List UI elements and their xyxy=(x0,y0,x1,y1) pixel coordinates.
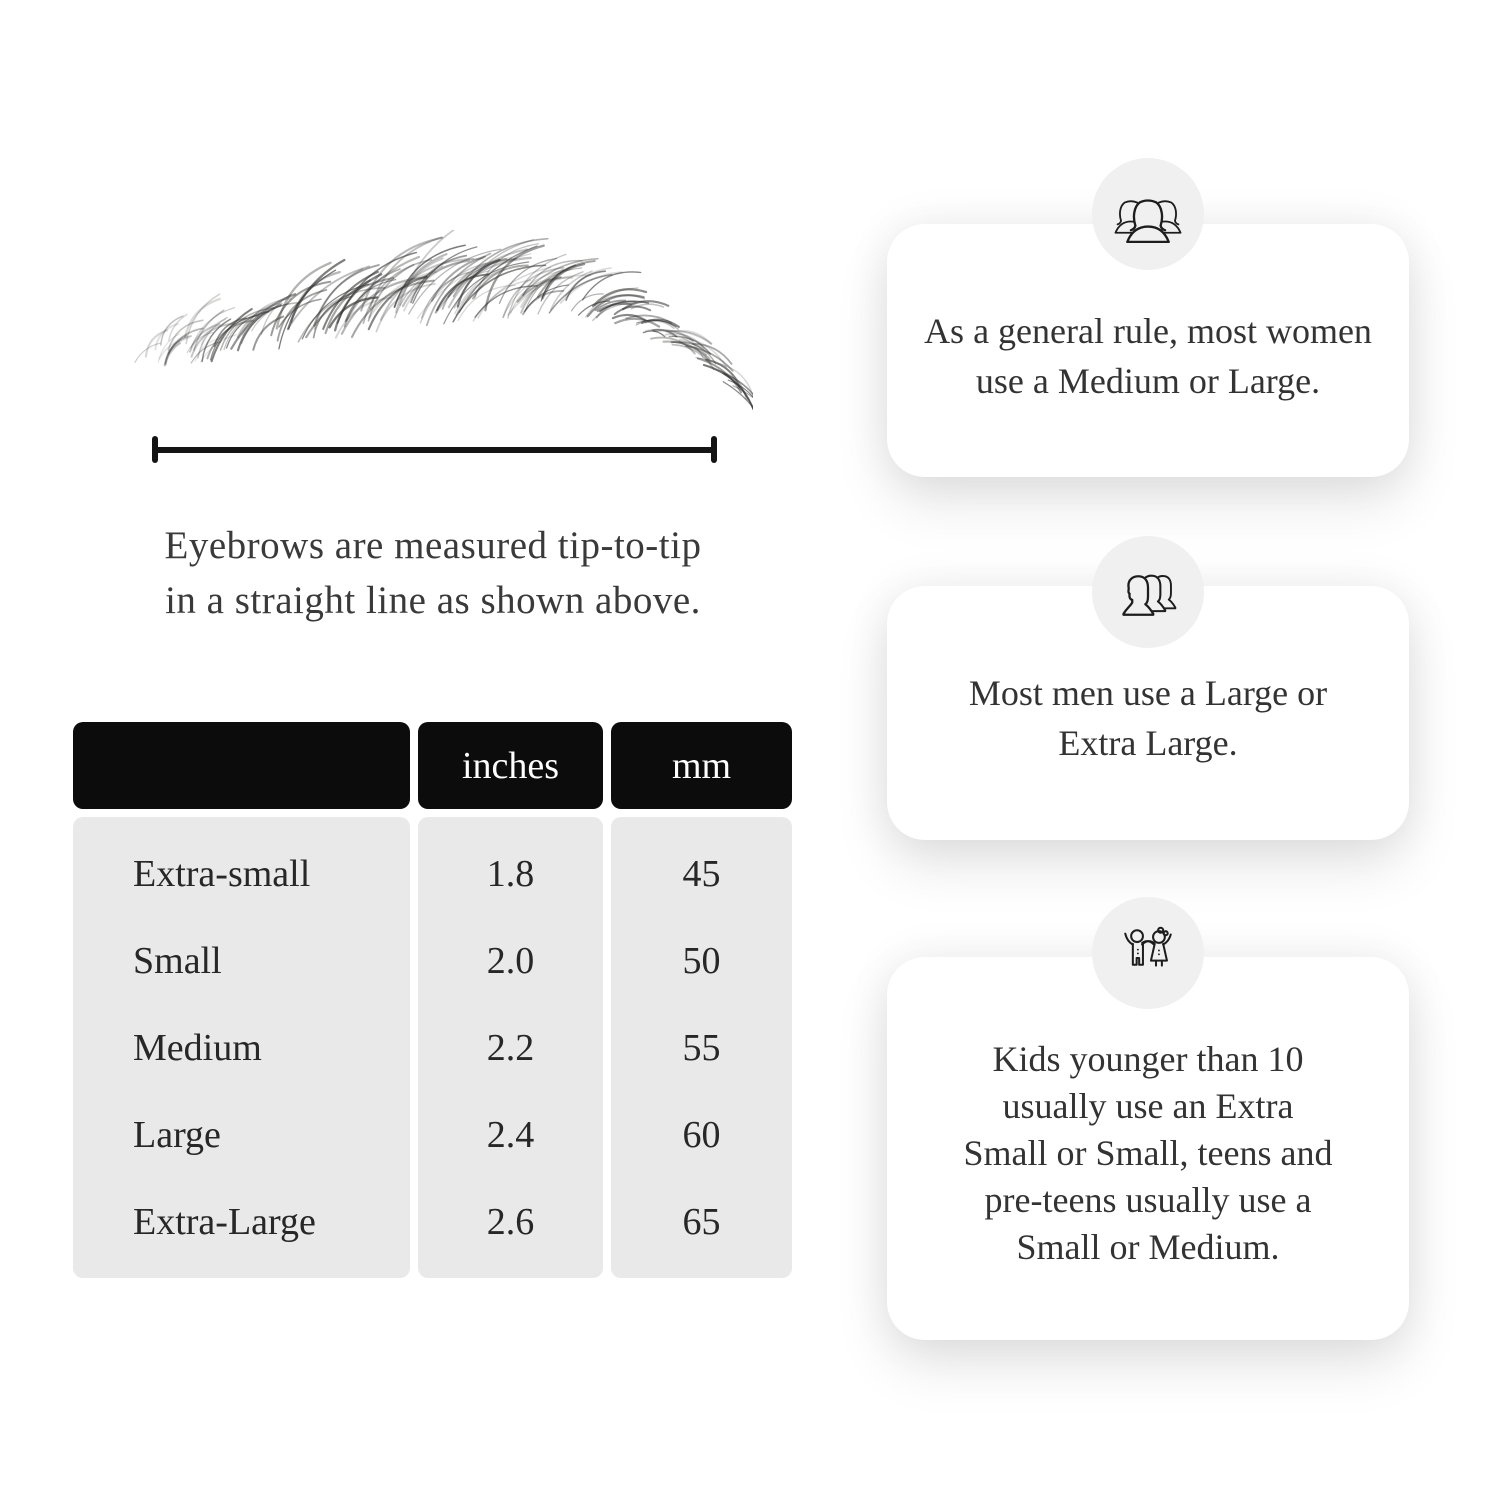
size-table-body xyxy=(73,817,792,1278)
table-header-size xyxy=(73,722,410,809)
info-card-men-text xyxy=(949,658,1347,768)
mm-column xyxy=(611,817,792,1278)
women-group-icon xyxy=(1112,185,1184,243)
eyebrow-illustration xyxy=(118,230,753,410)
inches-cell: 2.2 xyxy=(486,1026,535,1069)
card-text-line: pre-teens usually use a xyxy=(984,1180,1312,1220)
caption-line-2: in a straight line as shown above. xyxy=(165,579,701,622)
size-table xyxy=(73,722,792,1278)
kids-icon xyxy=(1116,923,1180,983)
mm-cell: 45 xyxy=(682,852,721,895)
women-icon-badge xyxy=(1092,158,1204,270)
inches-cell: 1.8 xyxy=(486,852,535,895)
mm-cell: 60 xyxy=(682,1113,721,1156)
card-text-line: Kids younger than 10 xyxy=(992,1039,1304,1079)
table-header-mm: mm xyxy=(611,722,792,809)
card-text-line: Small or Medium. xyxy=(1016,1227,1280,1267)
measurement-caption xyxy=(108,518,758,628)
info-card-kids xyxy=(887,957,1409,1340)
card-text-line: Extra Large. xyxy=(1058,723,1238,763)
card-text-line: use a Medium or Large. xyxy=(975,360,1321,401)
info-card-kids-text xyxy=(944,1026,1353,1271)
card-text-line: usually use an Extra xyxy=(1002,1086,1294,1126)
measurement-line xyxy=(152,436,717,463)
kids-icon-badge xyxy=(1092,897,1204,1009)
mm-cell: 50 xyxy=(682,939,721,982)
men-icon-badge xyxy=(1092,536,1204,648)
size-table-header xyxy=(73,722,792,809)
size-cell: Small xyxy=(133,939,222,982)
info-card-women-text xyxy=(904,296,1392,406)
card-text-line: As a general rule, most women xyxy=(924,310,1372,351)
inches-cell: 2.6 xyxy=(486,1200,535,1243)
card-text-line: Small or Small, teens and xyxy=(963,1133,1333,1173)
card-text-line: Most men use a Large or xyxy=(968,673,1328,713)
measure-tick-right xyxy=(711,436,717,463)
size-column xyxy=(73,817,410,1278)
inches-cell: 2.4 xyxy=(486,1113,535,1156)
size-cell: Large xyxy=(133,1113,221,1156)
mm-cell: 65 xyxy=(682,1200,721,1243)
inches-cell: 2.0 xyxy=(486,939,535,982)
inches-column xyxy=(418,817,603,1278)
size-cell: Extra-small xyxy=(133,852,311,895)
men-group-icon xyxy=(1113,563,1183,621)
table-header-inches: inches xyxy=(418,722,603,809)
caption-line-1: Eyebrows are measured tip-to-tip xyxy=(164,524,702,567)
size-cell: Medium xyxy=(133,1026,262,1069)
size-cell: Extra-Large xyxy=(133,1200,316,1243)
mm-cell: 55 xyxy=(682,1026,721,1069)
measure-bar xyxy=(154,447,715,453)
